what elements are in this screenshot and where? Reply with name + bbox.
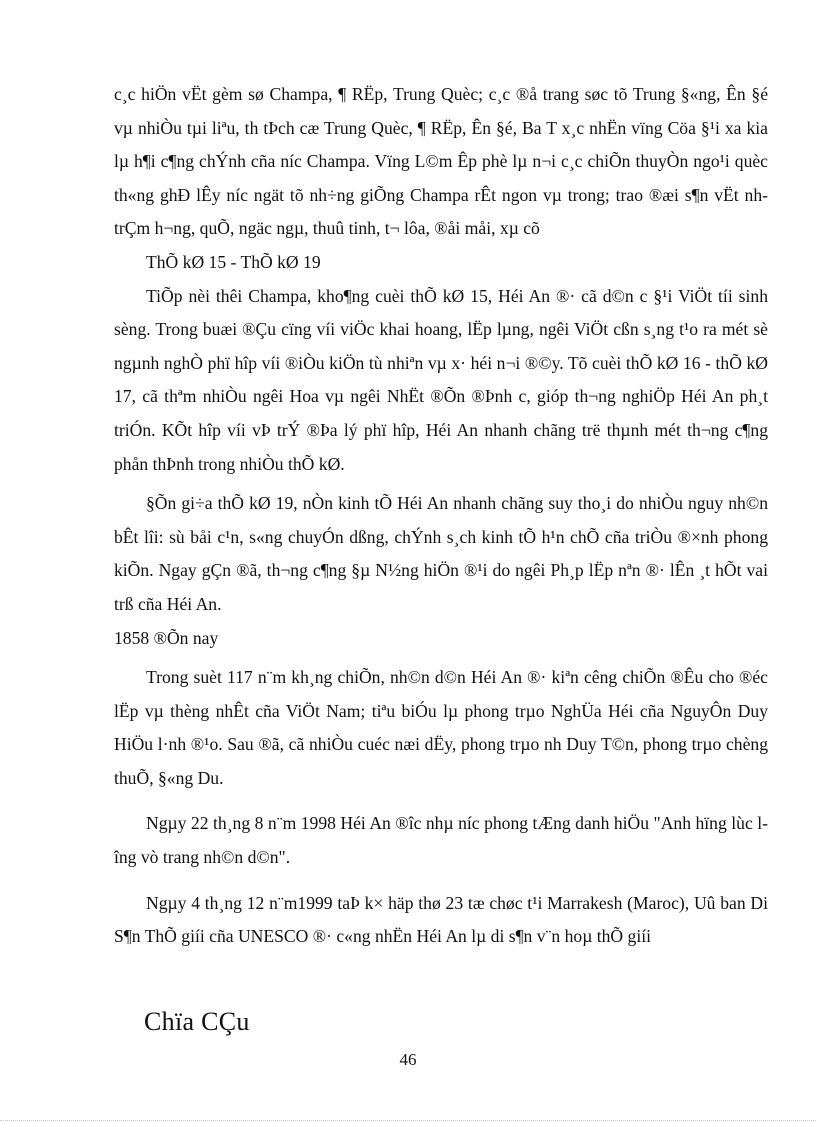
page-number: 46	[399, 1050, 417, 1069]
paragraph-hero-title: Ngµy 22 th¸ng 8 n¨m 1998 Héi An ®îc nhµ níc phong tÆng danh hiÖu "Anh hïng lùc lîng vò trang nh©n d©n".	[114, 813, 768, 868]
paragraph-dai-viet-settlement: TiÕp nèi thêi Champa, kho¶ng cuèi thÕ kØ 15, Héi An ®· cã d©n c §¹i ViÖt tíi sinh sèng. Trong buæi ®Çu cïng víi viÖc khai hoang, lËp lµng, ngêi ViÖt cßn s¸ng t¹o ra mét sè ngµnh nghÒ phï hîp víi ®iÒu kiÖn tù nhiªn vµ x· héi n¬i ®©y. Tõ cuèi thÕ kØ 16 - thÕ kØ 17, cã thªm nhiÒu ngêi Hoa vµ ngêi NhËt ®Õn ®Þnh c, gióp th¬ng nghiÖp Héi An ph¸t triÓn. KÕt hîp víi vÞ trÝ ®Þa lý phï hîp, Héi An nhanh chãng trë thµnh mét th¬ng c¶ng phån thÞnh trong nhiÒu thÕ kØ.	[114, 285, 768, 474]
subheading-15th-19th-century: ThÕ kØ 15 - ThÕ kØ 19	[146, 251, 321, 272]
page-bottom-divider	[0, 1120, 816, 1121]
paragraph-artifacts: c¸c hiÖn vËt gèm sø Champa, ¶ RËp, Trung Quèc; c¸c ®å trang søc tõ Trung §«ng, Ên §é vµ nhiÒu tµi liªu, th tÞch cæ Trung Quèc, ¶ RËp, Ên §é, Ba T x¸c nhËn vïng Cöa §¹i xa kia lµ h¶i c¶ng chÝnh cña níc Champa. Vïng L©m Êp phè lµ n¬i c¸c chiÕn thuyÒn ngo¹i quèc th«ng ghÐ lÊy níc ngät tõ nh÷ng giÕng Champa rÊt ngon vµ trong; trao ®æi s¶n vËt nh trÇm h¬ng, quÕ, ngäc ngµ, thuû tinh, t¬ lôa, ®åi måi, xµ cõ	[114, 84, 768, 239]
paragraph-resistance: Trong suèt 117 n¨m kh¸ng chiÕn, nh©n d©n Héi An ®· kiªn cêng chiÕn ®Êu cho ®éc lËp vµ thèng nhÊt cña ViÖt Nam; tiªu biÓu lµ phong trµo NghÜa Héi cña NguyÔn Duy HiÖu l·nh ®¹o. Sau ®ã, cã nhiÒu cuéc næi dËy, phong trµo nh Duy T©n, phong trµo chèng thuÕ, §«ng Du.	[114, 667, 768, 788]
section-heading: Chïa CÇu	[144, 1007, 250, 1036]
subheading-1858-present: 1858 ®Õn nay	[114, 627, 219, 648]
paragraph-unesco: Ngµy 4 th¸ng 12 n¨m1999 taÞ k× häp thø 23 tæ chøc t¹i Marrakesh (Maroc), Uû ban Di S¶n ThÕ giíi cña UNESCO ®· c«ng nhËn Héi An lµ di s¶n v¨n hoµ thÕ giíi	[114, 892, 768, 947]
body-text	[114, 78, 768, 954]
paragraph-decline: §Õn gi÷a thÕ kØ 19, nÒn kinh tÕ Héi An nhanh chãng suy tho¸i do nhiÒu nguy nh©n bÊt lîi: sù båi c¹n, s«ng chuyÓn dßng, chÝnh s¸ch kinh tÕ h¹n chÕ cña triÒu ®×nh phong kiÕn. Ngay gÇn ®ã, th¬ng c¶ng §µ N½ng hiÖn ®¹i do ngêi Ph¸p lËp nªn ®· lÊn ¸t hÕt vai trß cña Héi An.	[114, 493, 768, 614]
